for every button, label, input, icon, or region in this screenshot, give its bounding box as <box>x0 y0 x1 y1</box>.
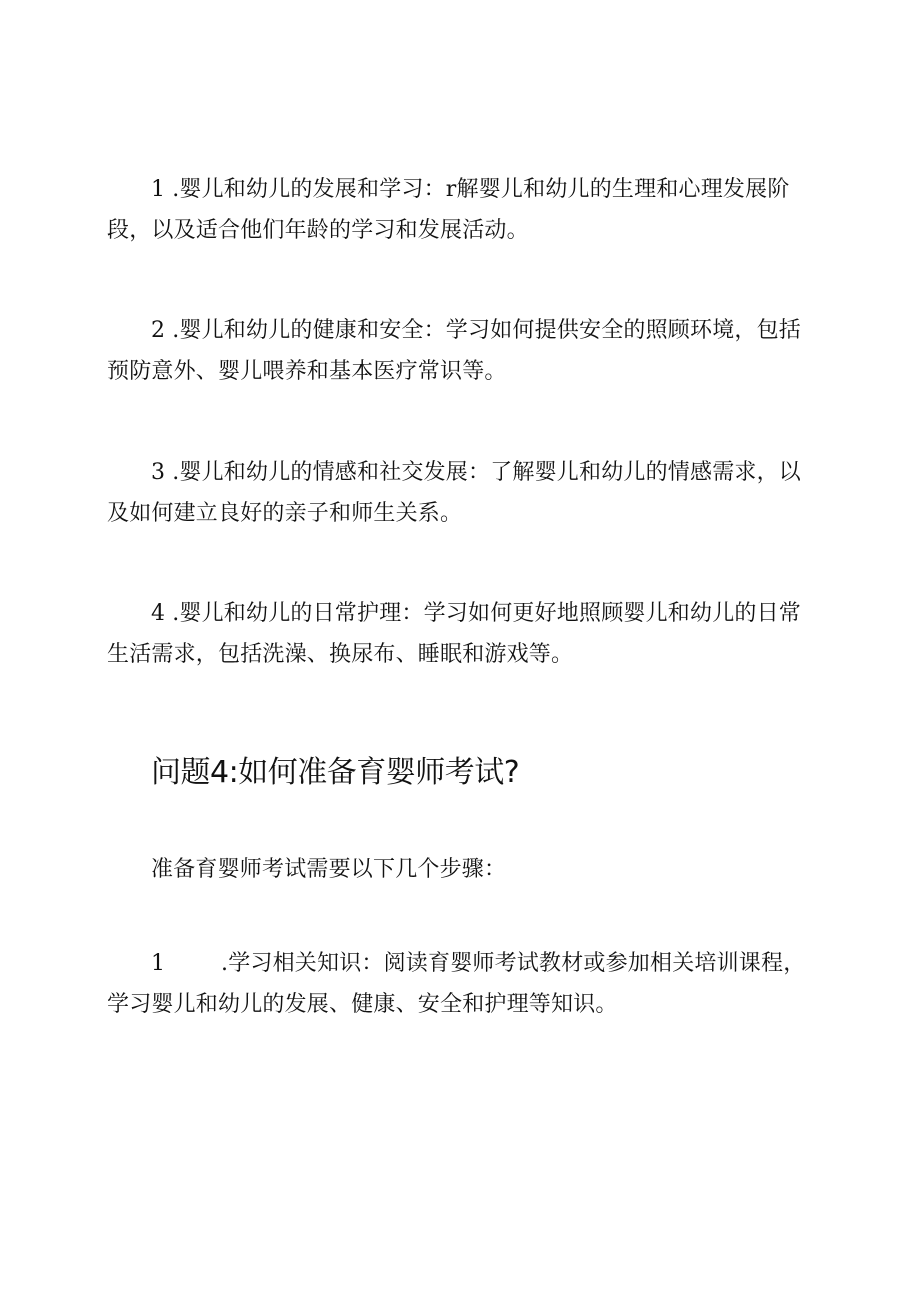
step-item <box>107 943 822 1025</box>
step-text: .学习相关知识：阅读育婴师考试教材或参加相关培训课程，学习婴儿和幼儿的发展、健康、安全和护理等知识。 <box>107 951 806 1017</box>
list-item <box>107 593 822 675</box>
section-intro: 准备育婴师考试需要以下几个步骤： <box>151 857 507 882</box>
item-text: .婴儿和幼儿的日常护理：学习如何更好地照顾婴儿和幼儿的日常生活需求，包括洗澡、换尿布、睡眠和游戏等。 <box>107 601 801 667</box>
list-item <box>107 169 822 251</box>
item-text: .婴儿和幼儿的健康和安全：学习如何提供安全的照顾环境，包括预防意外、婴儿喂养和基本医疗常识等。 <box>107 318 801 384</box>
section-heading: 问题4:如何准备育婴师考试? <box>151 755 520 790</box>
step-number: 1 <box>151 951 165 976</box>
item-text: .婴儿和幼儿的情感和社交发展：了解婴儿和幼儿的情感需求，以及如何建立良好的亲子和师生关系。 <box>107 460 801 526</box>
list-item <box>107 452 822 534</box>
list-item <box>107 310 822 392</box>
item-number: 1 <box>151 177 165 202</box>
item-number: 4 <box>151 601 165 626</box>
item-number: 3 <box>151 460 165 485</box>
item-number: 2 <box>151 318 165 343</box>
item-text: .婴儿和幼儿的发展和学习：r解婴儿和幼儿的生理和心理发展阶段，以及适合他们年龄的学习和发展活动。 <box>107 177 790 243</box>
